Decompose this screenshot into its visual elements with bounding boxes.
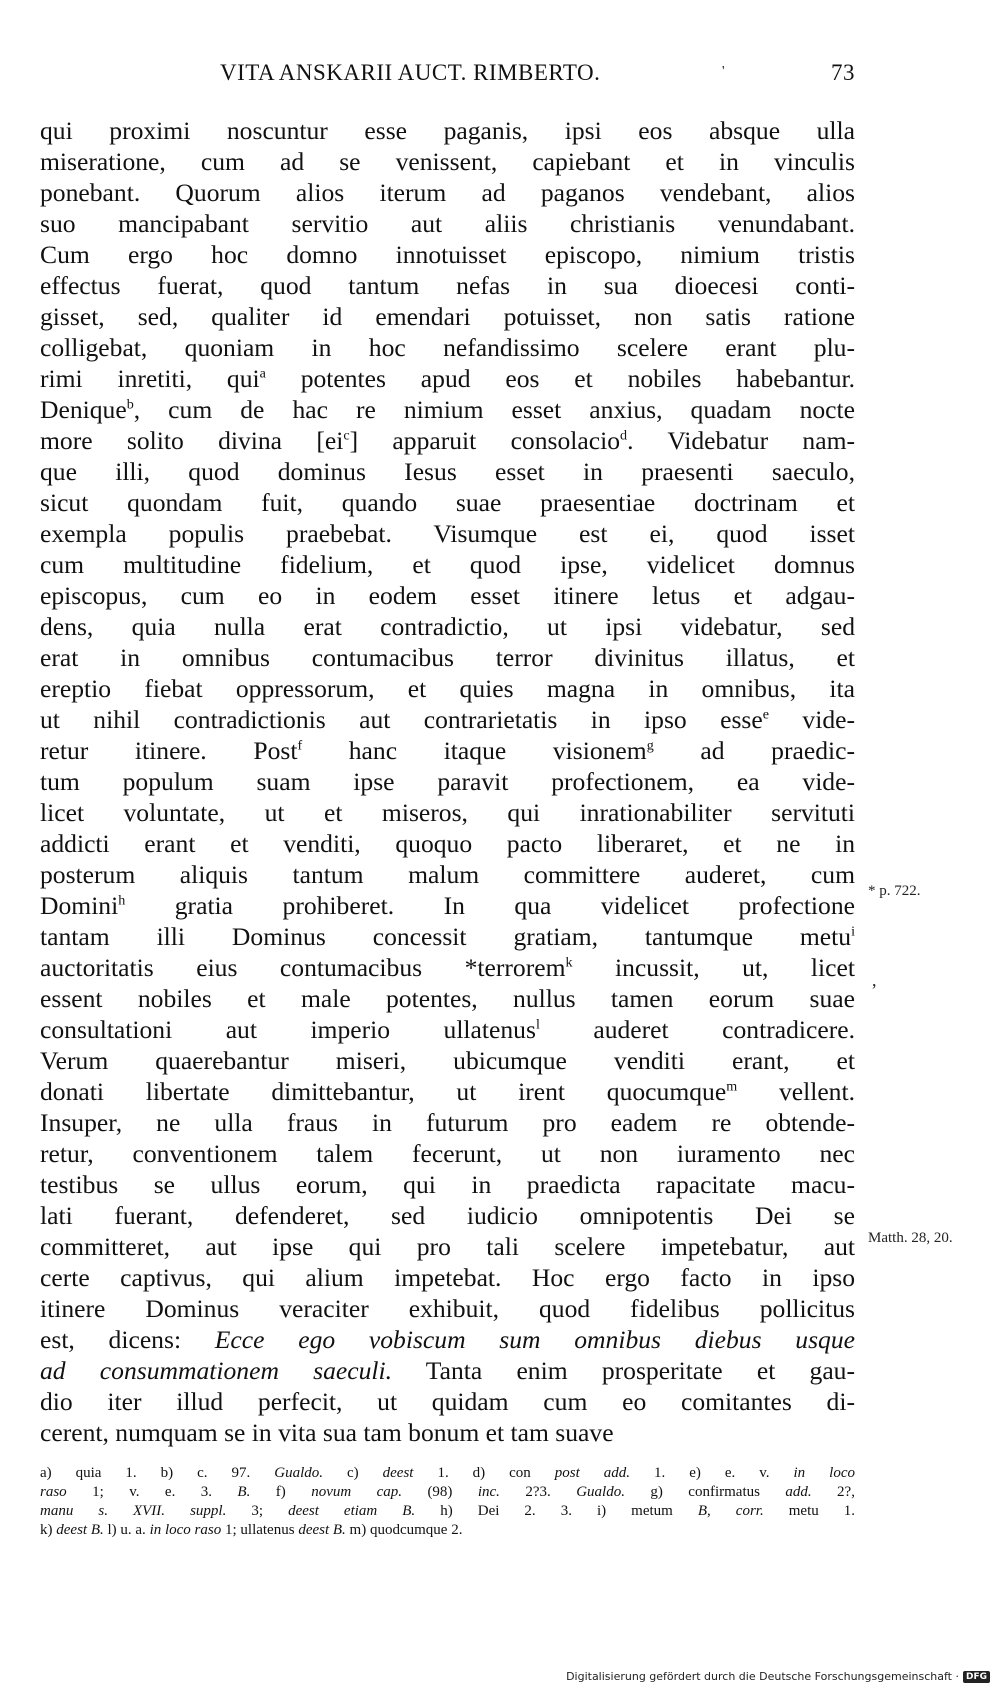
text-line: retur, conventionem talem fecerunt, ut non iuramento nec bbox=[40, 1139, 855, 1168]
text-line: Verum quaerebantur miseri, ubicumque venditi erant, et bbox=[40, 1046, 855, 1075]
text-line: testibus se ullus eorum, qui in praedicta rapacitate macu- bbox=[40, 1170, 855, 1199]
footnote-line: k) deest B. l) u. a. in loco raso 1; ullatenus deest B. m) quodcumque 2. bbox=[40, 1522, 463, 1538]
text-line: addicti erant et venditi, quoquo pacto liberaret, et ne in bbox=[40, 829, 855, 858]
text-line: que illi, quod dominus Iesus esset in praesenti saeculo, bbox=[40, 457, 855, 486]
text-line: erat in omnibus contumacibus terror divinitus illatus, et bbox=[40, 643, 855, 672]
text-line: gisset, sed, qualiter id emendari potuisset, non satis ratione bbox=[40, 302, 855, 331]
margin-note-page-ref: * p. 722. bbox=[868, 883, 921, 899]
text-line: licet voluntate, ut et miseros, qui inrationabiliter servituti bbox=[40, 798, 855, 827]
text-line: consultationi aut imperio ullatenus$^l$ auderet contradicere. bbox=[40, 1015, 855, 1044]
text-line: rimi inretiti, qui$^a$ potentes apud eos et nobiles habebantur. bbox=[40, 364, 855, 393]
dfg-logo: DFG bbox=[963, 1671, 990, 1683]
print-mark: ' bbox=[721, 64, 725, 79]
page-header bbox=[40, 58, 855, 92]
text-line: miseratione, cum ad se venissent, capiebant et in vinculis bbox=[40, 147, 855, 176]
text-line: ponebant. Quorum alios iterum ad paganos vendebant, alios bbox=[40, 178, 855, 207]
text-line: dens, quia nulla erat contradictio, ut ipsi videbatur, sed bbox=[40, 612, 855, 641]
footnote-line: manu s. XVII. suppl. 3; deest etiam B. h) Dei 2. 3. i) metum B, corr. metu 1. bbox=[40, 1503, 856, 1519]
text-line: Insuper, ne ulla fraus in futurum pro eadem re obtende- bbox=[40, 1108, 855, 1137]
text-line: sicut quondam fuit, quando suae praesentiae doctrinam et bbox=[40, 488, 855, 517]
text-line: exempla populis praebebat. Visumque est ei, quod isset bbox=[40, 519, 855, 548]
text-line: retur itinere. Post$^f$ hanc itaque visionem$^g$ ad praedic- bbox=[40, 736, 855, 765]
text-line: Denique$^b$, cum de hac re nimium esset anxius, quadam nocte bbox=[40, 395, 855, 424]
text-line: auctoritatis eius contumacibus *terrorem$^k$ incussit, ut, licet bbox=[40, 953, 855, 982]
text-line: est, dicens: Ecce ego vobiscum sum omnibus diebus usque bbox=[40, 1325, 855, 1354]
text-line: committeret, aut ipse qui pro tali scelere impetebatur, aut bbox=[40, 1232, 855, 1261]
text-line: itinere Dominus veraciter exhibuit, quod fidelibus pollicitus bbox=[40, 1294, 855, 1323]
text-line: cum multitudine fidelium, et quod ipse, videlicet domnus bbox=[40, 550, 855, 579]
text-line: qui proximi noscuntur esse paganis, ipsi eos absque ulla bbox=[40, 116, 855, 145]
text-line: donati libertate dimittebantur, ut irent quocumque$^m$ vellent. bbox=[40, 1077, 855, 1106]
text-line: ereptio fiebat oppressorum, et quies magna in omnibus, ita bbox=[40, 674, 855, 703]
text-line: essent nobiles et male potentes, nullus tamen eorum suae bbox=[40, 984, 855, 1013]
text-line: ad consummationem saeculi. Tanta enim prosperitate et gau- bbox=[40, 1356, 855, 1385]
text-line: ut nihil contradictionis aut contrarietatis in ipso esse$^e$ vide- bbox=[40, 705, 855, 734]
margin-mark: , bbox=[872, 970, 877, 990]
main-text bbox=[40, 115, 855, 1448]
text-line: Domini$^h$ gratia prohiberet. In qua videlicet profectione bbox=[40, 891, 855, 920]
text-line: colligebat, quoniam in hoc nefandissimo scelere erant plu- bbox=[40, 333, 855, 362]
running-title: VITA ANSKARII AUCT. RIMBERTO. bbox=[220, 60, 601, 85]
text-line: tantam illi Dominus concessit gratiam, tantumque metu$^i$ bbox=[40, 922, 855, 951]
text-line: lati fuerant, defenderet, sed iudicio omnipotentis Dei se bbox=[40, 1201, 855, 1230]
footnotes bbox=[40, 1464, 855, 1540]
digitization-credit bbox=[566, 1670, 990, 1683]
text-line: suo mancipabant servitio aut aliis christianis venundabant. bbox=[40, 209, 855, 238]
footnote-line: a) quia 1. b) c. 97. Gualdo. c) deest 1. d) con post add. 1. e) e. v. in loco bbox=[40, 1465, 855, 1481]
text-line: Cum ergo hoc domno innotuisset episcopo, nimium tristis bbox=[40, 240, 855, 269]
text-line: tum populum suam ipse paravit profectionem, ea vide- bbox=[40, 767, 855, 796]
text-line: certe captivus, qui alium impetebat. Hoc ergo facto in ipso bbox=[40, 1263, 855, 1292]
margin-note-bible-ref: Matth. 28, 20. bbox=[868, 1230, 953, 1246]
text-line: effectus fuerat, quod tantum nefas in sua dioecesi conti- bbox=[40, 271, 855, 300]
footnote-line: raso 1; v. e. 3. B. f) novum cap. (98) inc. 2?3. Gualdo. g) confirmatus add. 2?, bbox=[40, 1484, 855, 1500]
text-line: posterum aliquis tantum malum committere auderet, cum bbox=[40, 860, 855, 889]
credit-text: Digitalisierung gefördert durch die Deutsche Forschungsgemeinschaft · bbox=[566, 1670, 959, 1683]
text-line: more solito divina $[ei^c]$ apparuit consolacio$^d$. Videbatur nam- bbox=[40, 426, 856, 455]
text-line: episcopus, cum eo in eodem esset itinere letus et adgau- bbox=[40, 581, 855, 610]
text-line: dio iter illud perfecit, ut quidam cum eo comitantes di- bbox=[40, 1387, 855, 1416]
page-number: 73 bbox=[831, 60, 855, 85]
text-line: cerent, numquam se in vita sua tam bonum et tam suave bbox=[40, 1418, 614, 1447]
